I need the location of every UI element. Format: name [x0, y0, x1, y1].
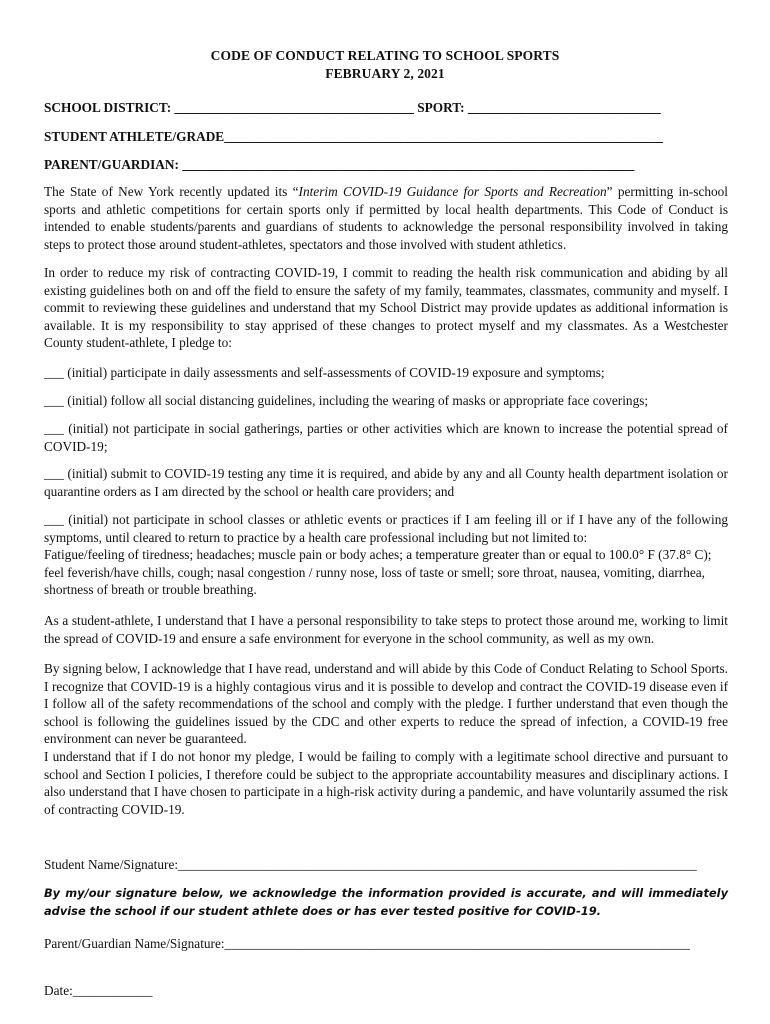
responsibility-text: As a student-athlete, I understand that I have a personal responsibility to take steps to protect those around me, working to limit the spread of COVID-19 and ensure a safe environment for everyone in the school community, as well as my own.	[44, 613, 728, 646]
pledge-testing[interactable]: ___ (initial) submit to COVID-19 testing any time it is required, and abide by any and all County health department isolation or quarantine orders as I am directed by the school or health care providers; and	[44, 466, 728, 499]
pledge-item	[44, 420, 728, 455]
guidance-title: Interim COVID-19 Guidance for Sports and Recreation	[298, 184, 607, 199]
parent-guardian-label: PARENT/GUARDIAN:	[44, 157, 179, 172]
pledge-item	[44, 511, 728, 546]
responsibility-paragraph	[44, 612, 728, 647]
positive-test-notice: By my/our signature below, we acknowledge the information provided is accurate, and will immediately advise the school if our student athlete does or has ever tested positive for COVID-19.	[44, 886, 728, 918]
document-title: CODE OF CONDUCT RELATING TO SCHOOL SPORTS	[210, 48, 560, 63]
honor-text: I understand that if I do not honor my pledge, I would be failing to comply with a legitimate school directive and pursuant to school and Section I policies, I therefore could be subject to the appropriate accountability measures and disciplinary actions. I also understand that I have chosen to participate in a high-risk activity during a pandemic, and have voluntarily assumed the risk of contracting COVID-19.	[44, 749, 728, 817]
parent-guardian-row	[44, 156, 734, 174]
acknowledge-text: By signing below, I acknowledge that I have read, understand and will abide by this Code of Conduct Relating to School Sports. I recognize that COVID-19 is a highly contagious virus and it is possible to develop and contract the COVID-19 disease even if I follow all of the safety recommendations of the school and comply with the pledge. I further understand that even though the school is following the guidelines issued by the CDC and other experts to reduce the spread of infection, a COVID-19 free environment can never be guaranteed.	[44, 661, 728, 747]
parent-guardian-field[interactable]: ____________________________________________________________________	[182, 157, 635, 172]
pledge-item	[44, 465, 728, 500]
pledge-social-gatherings[interactable]: ___ (initial) not participate in social gatherings, parties or other activities which are known to increase the potential spread of COVID-19;	[44, 421, 728, 454]
symptoms-text: Fatigue/feeling of tiredness; headaches; muscle pain or body aches; a temperature greater than or equal to 100.0° F (37.8° C); feel feverish/have chills, cough; nasal congestion / runny nose, loss of taste or smell; sore throat, nausea, vomiting, diarrhea, shortness of breath or trouble breathing.	[44, 547, 712, 598]
pledge-daily-assessments[interactable]: ___ (initial) participate in daily assessments and self-assessments of COVID-19 exposure and symptoms;	[44, 365, 605, 380]
symptoms-list	[44, 546, 728, 599]
student-athlete-field[interactable]: __________________________________________________________________	[224, 129, 663, 144]
pledge-item	[44, 392, 728, 410]
pledge-item	[44, 364, 728, 382]
date-line[interactable]: Date:____________	[44, 983, 153, 998]
parent-signature-line[interactable]: Parent/Guardian Name/Signature:______________________________________________________________________	[44, 936, 690, 951]
student-athlete-row	[44, 128, 734, 146]
commitment-paragraph	[44, 264, 728, 352]
student-signature-line[interactable]: Student Name/Signature:______________________________________________________________________________	[44, 857, 697, 872]
school-district-row	[44, 99, 734, 117]
honor-paragraph	[44, 748, 728, 818]
intro-text-start: The State of New York recently updated its “	[44, 184, 299, 199]
intro-paragraph	[44, 183, 728, 253]
document-date: FEBRUARY 2, 2021	[325, 66, 445, 81]
student-athlete-label: STUDENT ATHLETE/GRADE	[44, 129, 225, 144]
sport-label: SPORT:	[417, 100, 465, 115]
intro-text-end: ” permitting in-school sports and athletic competitions for certain sports only if permitted by local health departments. This Code of Conduct is intended to enable students/parents and guardians of students to acknowledge the personal responsibility involved in taking steps to protect those around student-athletes, spectators and those involved with student athletics.	[44, 184, 729, 252]
school-district-field[interactable]: ____________________________________	[174, 100, 414, 115]
commitment-text: In order to reduce my risk of contracting COVID-19, I commit to reading the health risk communication and abiding by all existing guidelines both on and off the field to ensure the safety of my family, teammates, classmates, community and myself. I commit to reviewing these guidelines and understand that my School District may provide updates as additional information is available. It is my responsibility to stay apprised of these changes to protect myself and my classmates. As a Westchester County student-athlete, I pledge to:	[44, 265, 728, 351]
pledge-social-distancing[interactable]: ___ (initial) follow all social distancing guidelines, including the wearing of masks or appropriate face coverings;	[44, 393, 649, 408]
sport-field[interactable]: _____________________________	[467, 100, 661, 115]
pledge-symptoms[interactable]: ___ (initial) not participate in school classes or athletic events or practices if I am feeling ill or if I have any of the following symptoms, until cleared to return to practice by a health care professional including but not limited to:	[44, 512, 728, 545]
school-district-label: SCHOOL DISTRICT:	[44, 100, 172, 115]
acknowledge-paragraph	[44, 660, 728, 748]
